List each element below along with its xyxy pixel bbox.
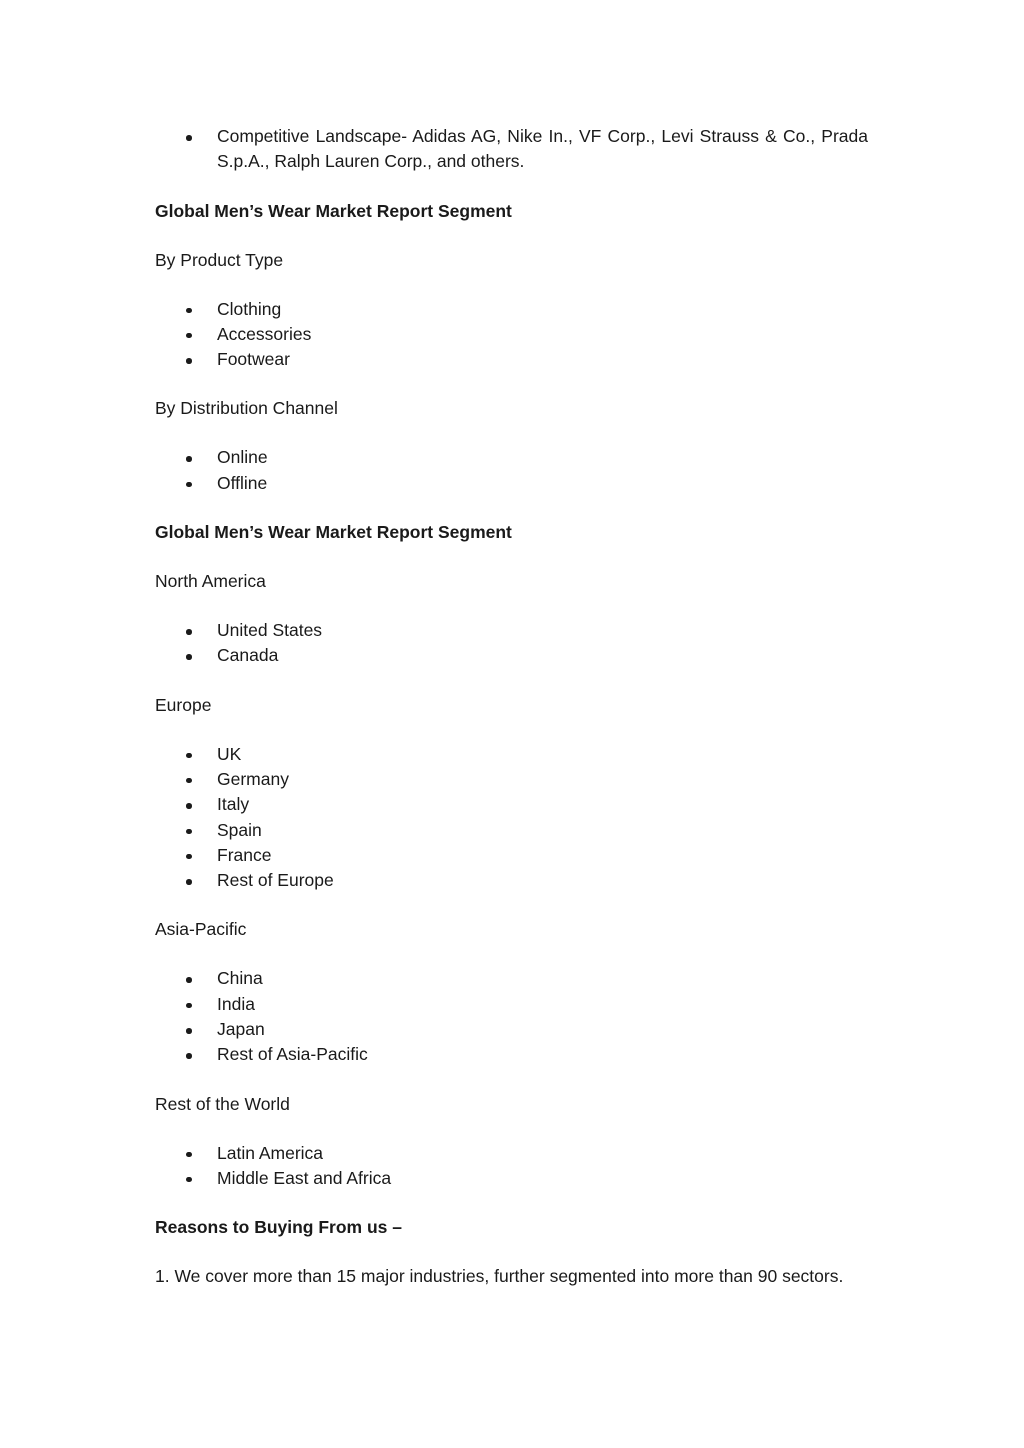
list-item: India bbox=[155, 992, 868, 1017]
list-item: UK bbox=[155, 742, 868, 767]
list-item: Canada bbox=[155, 643, 868, 668]
rest-of-world-list bbox=[155, 1141, 868, 1192]
north-america-list bbox=[155, 618, 868, 669]
list-item: United States bbox=[155, 618, 868, 643]
competitive-landscape-item: Competitive Landscape- Adidas AG, Nike In., VF Corp., Levi Strauss & Co., Prada S.p.A., Ralph Lauren Corp., and others. bbox=[155, 124, 868, 175]
list-item: Latin America bbox=[155, 1141, 868, 1166]
list-item: Middle East and Africa bbox=[155, 1166, 868, 1191]
list-item: China bbox=[155, 966, 868, 991]
distribution-channel-label: By Distribution Channel bbox=[155, 398, 338, 419]
list-item: Online bbox=[155, 445, 868, 470]
north-america-label: North America bbox=[155, 571, 266, 592]
europe-label: Europe bbox=[155, 694, 212, 715]
list-item: France bbox=[155, 843, 868, 868]
list-item: Rest of Europe bbox=[155, 868, 868, 893]
reason-item-1: 1. We cover more than 15 major industries, further segmented into more than 90 sectors. bbox=[155, 1266, 844, 1287]
document-page bbox=[155, 124, 868, 1289]
distribution-channel-list bbox=[155, 445, 868, 496]
segment-heading-1: Global Men’s Wear Market Report Segment bbox=[155, 200, 512, 221]
list-item: Footwear bbox=[155, 347, 868, 372]
list-item: Offline bbox=[155, 471, 868, 496]
list-item: Clothing bbox=[155, 297, 868, 322]
asia-pacific-list bbox=[155, 966, 868, 1067]
list-item: Japan bbox=[155, 1017, 868, 1042]
list-item: Accessories bbox=[155, 322, 868, 347]
product-type-list bbox=[155, 297, 868, 373]
intro-bullet-list bbox=[155, 124, 868, 175]
reasons-heading: Reasons to Buying From us – bbox=[155, 1217, 402, 1238]
product-type-label: By Product Type bbox=[155, 249, 284, 270]
list-item: Italy bbox=[155, 792, 868, 817]
list-item: Spain bbox=[155, 818, 868, 843]
list-item: Rest of Asia-Pacific bbox=[155, 1042, 868, 1067]
europe-list bbox=[155, 742, 868, 894]
rest-of-world-label: Rest of the World bbox=[155, 1093, 290, 1114]
asia-pacific-label: Asia-Pacific bbox=[155, 919, 247, 940]
segment-heading-2: Global Men’s Wear Market Report Segment bbox=[155, 522, 512, 543]
list-item: Germany bbox=[155, 767, 868, 792]
